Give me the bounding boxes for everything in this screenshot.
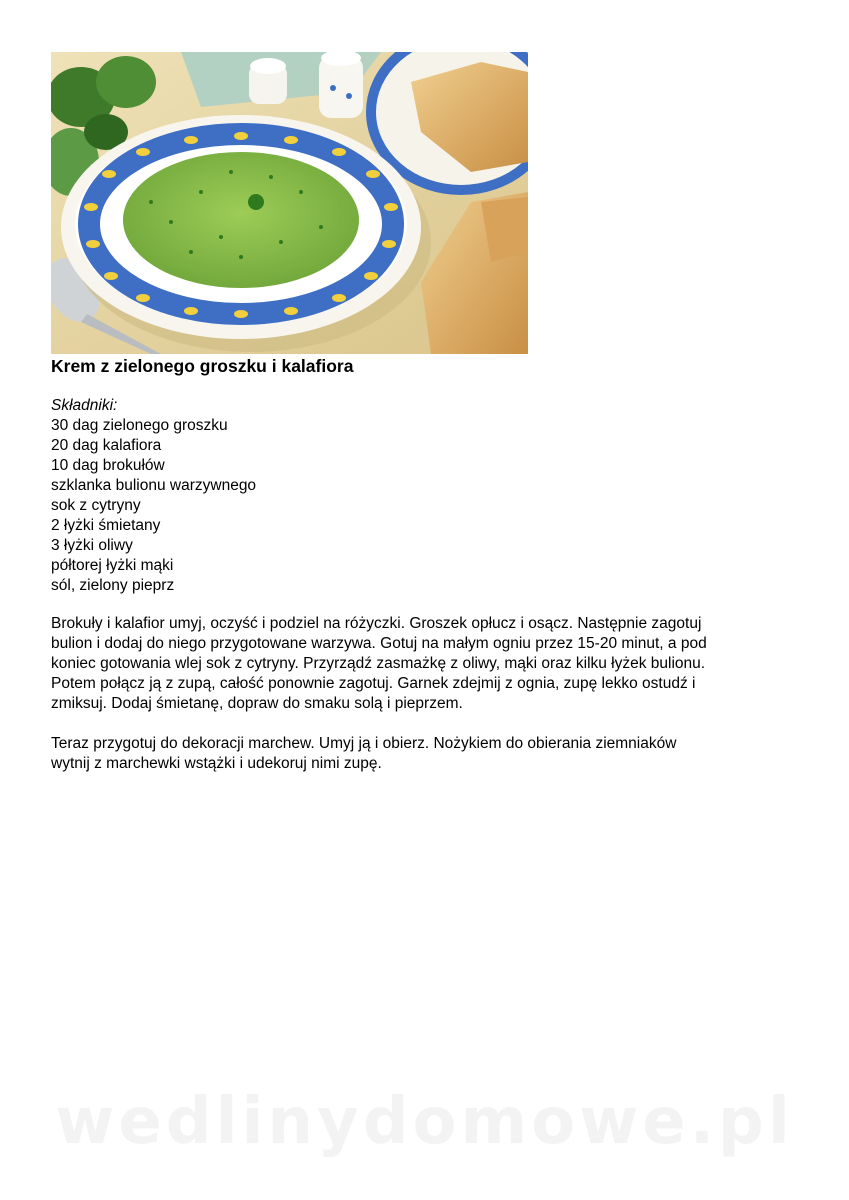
recipe-title: Krem z zielonego groszku i kalafiora (51, 356, 354, 376)
text-line: koniec gotowania wlej sok z cytryny. Przyrządź zasmażkę z oliwy, mąki oraz kilku łyżek bulionu. (51, 655, 706, 672)
ingredient-item: 3 łyżki oliwy (51, 537, 133, 554)
soup-photo (51, 52, 528, 354)
pepper-shaker-icon (319, 52, 363, 118)
text-line: Teraz przygotuj do dekoracji marchew. Umyj ją i obierz. Nożykiem do obierania ziemniaków (51, 735, 677, 752)
ingredient-item: 10 dag brokułów (51, 457, 165, 474)
instructions-paragraph (51, 614, 811, 714)
text-line: bulion i dodaj do niego przygotowane warzywa. Gotuj na małym ogniu przez 15-20 minut, a pod (51, 635, 707, 652)
ingredient-item: 20 dag kalafiora (51, 437, 162, 454)
ingredient-item: 30 dag zielonego groszku (51, 417, 228, 434)
ingredient-item: szklanka bulionu warzywnego (51, 477, 257, 494)
ingredients-list (51, 396, 256, 596)
text-line: Brokuły i kalafior umyj, oczyść i podziel na różyczki. Groszek opłucz i osącz. Następnie zagotuj (51, 615, 702, 632)
text-line: Potem połącz ją z zupą, całość ponownie zagotuj. Garnek zdejmij z ognia, zupę lekko ostudź i (51, 675, 696, 692)
watermark: wedlinydomowe.pl (55, 1085, 794, 1159)
ingredient-item: 2 łyżki śmietany (51, 517, 161, 534)
ingredient-item: sól, zielony pieprz (51, 577, 175, 594)
ingredient-item: półtorej łyżki mąki (51, 557, 174, 574)
text-line: zmiksuj. Dodaj śmietanę, dopraw do smaku solą i pieprzem. (51, 695, 463, 712)
salt-shaker-icon (249, 58, 287, 104)
ingredient-item: sok z cytryny (51, 497, 141, 514)
decoration-paragraph (51, 734, 811, 774)
text-line: wytnij z marchewki wstążki i udekoruj nimi zupę. (51, 755, 382, 772)
ingredients-heading: Składniki: (51, 397, 118, 414)
